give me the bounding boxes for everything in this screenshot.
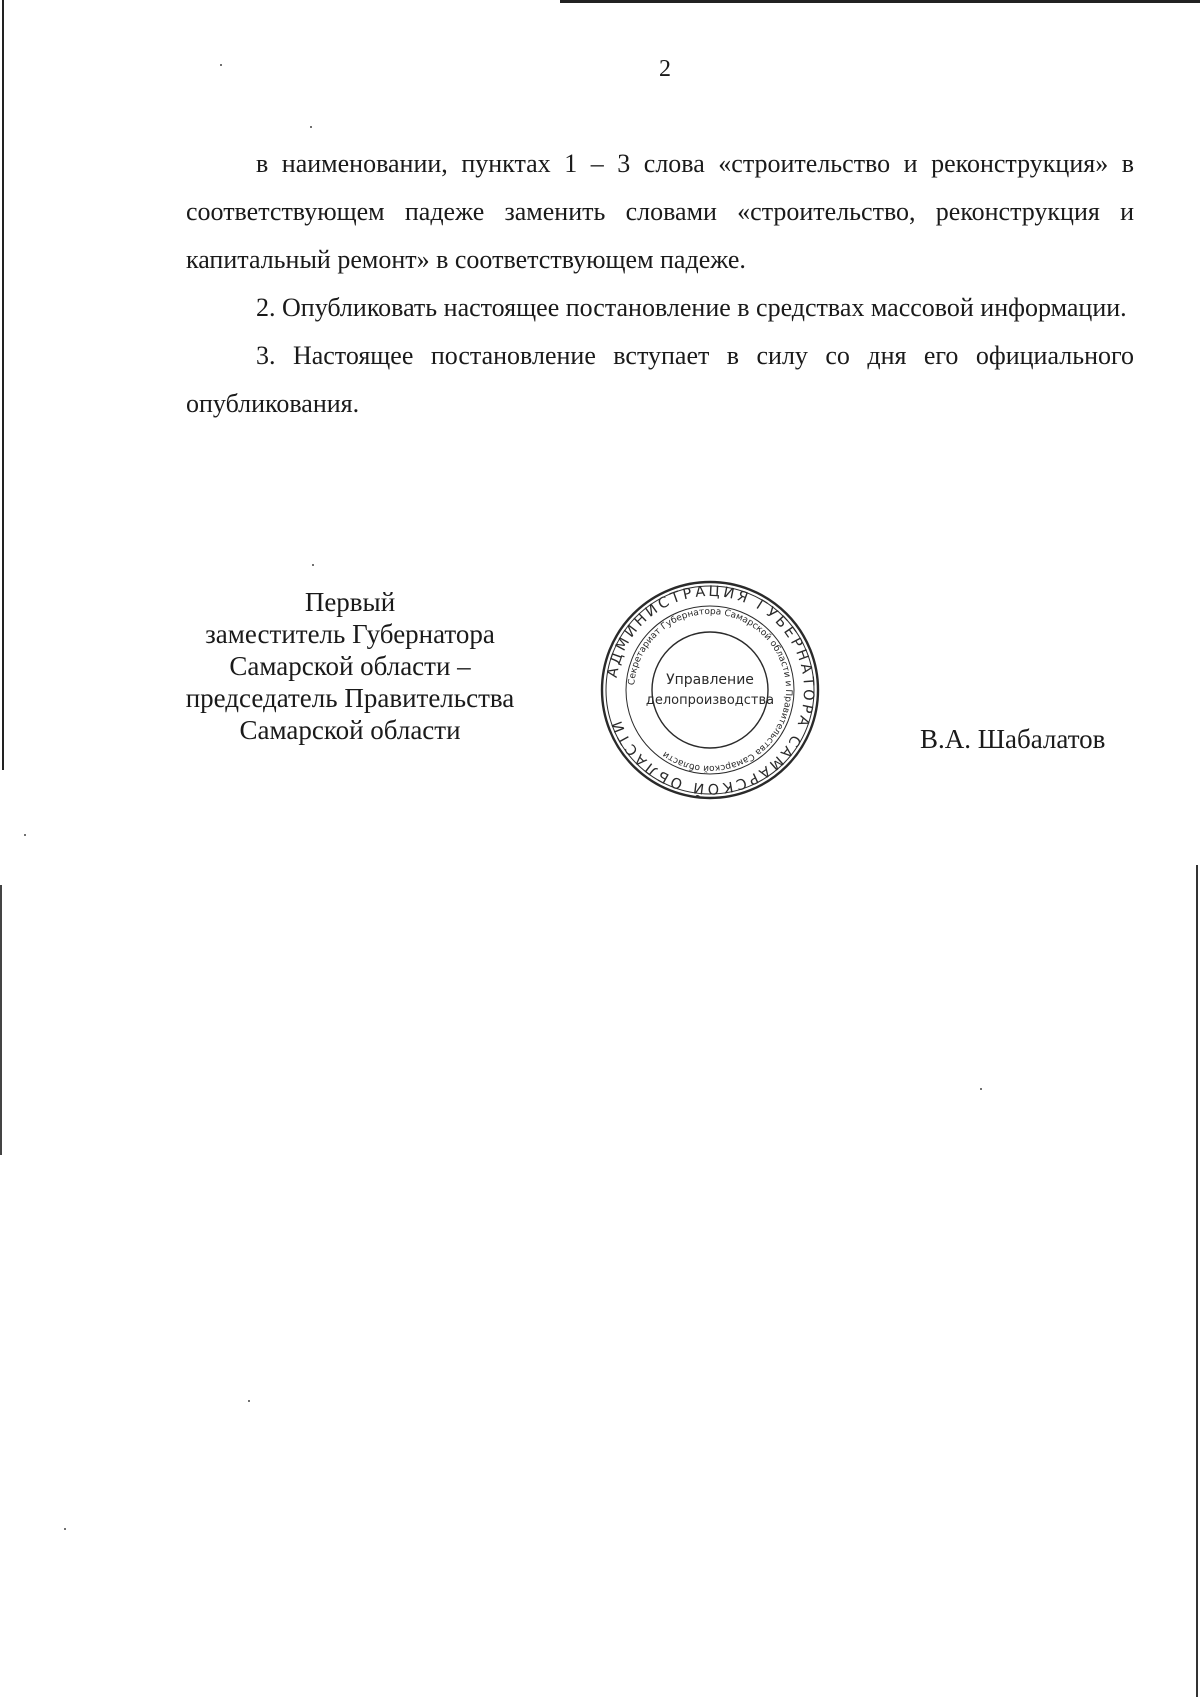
svg-text:Секретариат Губернатора Самарс: Секретариат Губернатора Самарской области и Правительства Самарской области (627, 606, 794, 774)
signatory-position-line: Первый (304, 587, 396, 617)
svg-text:делопроизводства: делопроизводства (645, 693, 775, 708)
signatory-position-line: Самарской области (239, 715, 461, 745)
signatory-position-line: Самарской области – (229, 651, 471, 681)
scan-speck (310, 126, 312, 128)
scan-edge-left (2, 0, 4, 770)
scan-speck (64, 1528, 66, 1530)
scan-speck (312, 564, 314, 566)
scan-speck (980, 1088, 982, 1090)
paragraph-effective: 3. Настоящее постановление вступает в силу со дня его официального опубликования. (186, 341, 1134, 418)
official-seal (598, 578, 822, 802)
svg-text:АДМИНИСТРАЦИЯ ГУБЕРНАТОРА САМА: АДМИНИСТРАЦИЯ ГУБЕРНАТОРА САМАРСКОЙ ОБЛАСТИ (604, 583, 817, 797)
signatory-position-line: заместитель Губернатора (205, 619, 495, 649)
scan-edge-top (560, 0, 1200, 3)
page-number: 2 (659, 56, 671, 82)
document-body (186, 140, 1134, 428)
scan-speck (24, 834, 26, 836)
paragraph-publish: 2. Опубликовать настоящее постановление в средствах массовой информации. (256, 293, 1127, 322)
paragraph-amendment: в наименовании, пунктах 1 – 3 слова «строительство и реконструкция» в соответствующем падеже заменить словами «строительство, реконструкция и капитальный ремонт» в соответствующем падеже. (186, 149, 1134, 274)
signatory-position-line: председатель Правительства (185, 683, 515, 713)
scan-edge-right (1196, 865, 1198, 1697)
signatory-position (160, 586, 540, 746)
scan-speck (248, 1400, 250, 1402)
official-seal-graphic (598, 578, 822, 802)
signatory-name: В.А. Шабалатов (920, 724, 1106, 754)
svg-text:Управление: Управление (666, 672, 754, 688)
scan-edge-left-lower (0, 885, 2, 1155)
